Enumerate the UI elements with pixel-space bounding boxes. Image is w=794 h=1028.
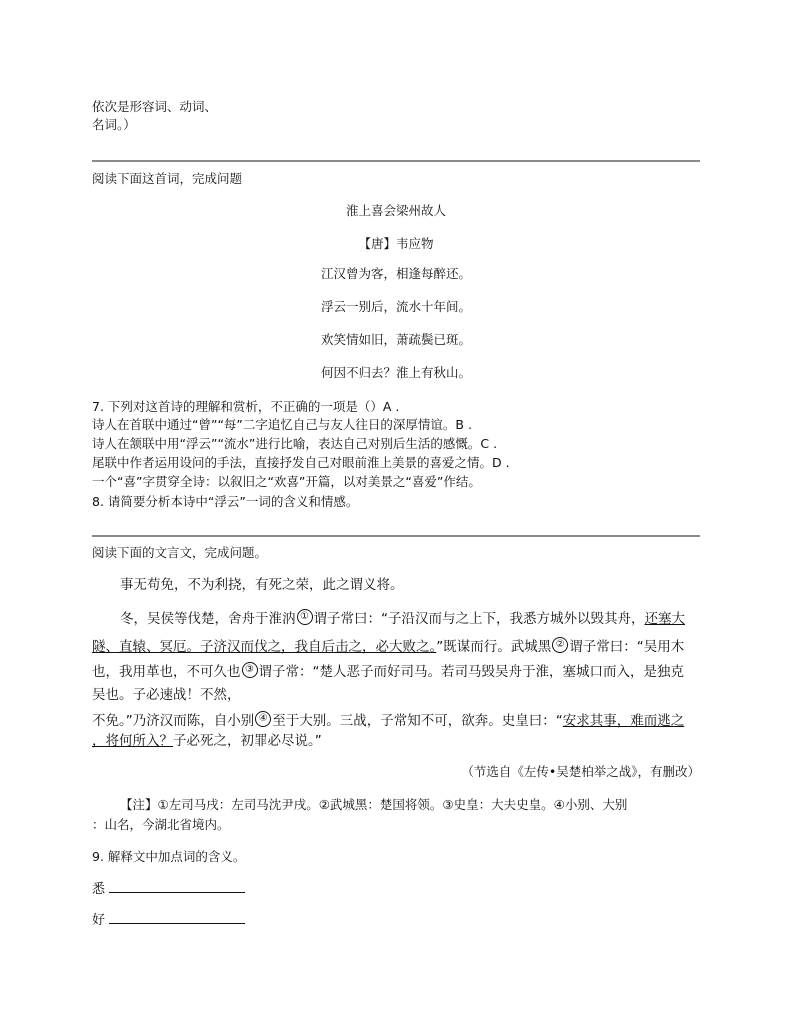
- question-7-option: 诗人在颔联中用“浮云”“流水”进行比喻，表达自己对别后生活的感慨。C .: [92, 436, 498, 451]
- prose-source: （节选自《左传•吴楚柏举之战》，有删改）: [461, 764, 700, 779]
- prose-text: 子必死之，初罪必尽说。”: [173, 733, 322, 749]
- prose-underlined: 隧、直辕、冥厄。: [92, 639, 200, 655]
- poem-line: 欢笑情如旧，萧疏鬓已斑。: [320, 332, 471, 347]
- poem-author: 【唐】韦应物: [358, 236, 434, 251]
- prose-text: 谓子常：“楚人恶子而好司马。若司马毁吴舟于淮，塞城口而入，是独克: [258, 664, 684, 680]
- answer-row: [92, 878, 245, 897]
- prose-note: 【注】①左司马戌：左司马沈尹戌。②武城黑：楚国将领。③史皇：大夫史皇。④小别、大别: [120, 797, 628, 812]
- answer-row: [92, 909, 245, 928]
- prose-text: ”既谋而行。武城黑: [436, 639, 552, 655]
- poem-line: 江汉曾为客，相逢每醉还。: [320, 266, 471, 281]
- poem-line: 何因不归去？淮上有秋山。: [320, 365, 471, 380]
- poem-title: 淮上喜会梁州故人: [345, 203, 446, 218]
- prose-text: 也，我用革也，不可久也: [92, 664, 241, 680]
- prose-line: [120, 607, 685, 627]
- answer-blank[interactable]: [109, 911, 245, 924]
- prose-text: 冬，吴侯等伐楚，舍舟于淮汭: [120, 611, 296, 627]
- top-line-2: 名词。）: [92, 117, 136, 132]
- prose-text: 谓子常曰：“吴用木: [569, 639, 685, 655]
- note-marker: ②: [552, 637, 568, 653]
- prose-intro: 阅读下面的文言文，完成问题。: [92, 545, 268, 560]
- note-marker: ④: [255, 711, 271, 727]
- question-7-option: 诗人在首联中通过“曾”“每”二字追忆自己与友人往日的深厚情谊。B .: [92, 417, 472, 432]
- prose-underlined: 安求其事，难而逃之: [562, 713, 685, 729]
- prose-line: 吴也。子必速战！不然，: [92, 687, 241, 703]
- prose-epigraph: 事无苟免，不为利挠，有死之荣，此之谓义将。: [120, 577, 404, 593]
- prose-line: [92, 635, 684, 655]
- prose-note: ：山名，今湖北省境内。: [92, 817, 230, 832]
- question-8: 8. 请简要分析本诗中“浮云”一词的含义和情感。: [92, 494, 359, 509]
- prose-underlined: ，将何所入？: [92, 733, 173, 749]
- note-marker: ①: [297, 609, 313, 625]
- answer-label: 悉: [92, 882, 106, 897]
- section-divider: [92, 535, 700, 537]
- section-divider: [92, 160, 700, 162]
- prose-text: 不免。”乃济汉而陈，自小别: [92, 713, 255, 729]
- poem-line: 浮云一别后，流水十年间。: [320, 299, 471, 314]
- prose-line: [92, 729, 322, 749]
- note-marker: ③: [242, 662, 258, 678]
- prose-underlined: 还塞大: [644, 611, 685, 627]
- top-line-1: 依次是形容词、动词、: [92, 99, 218, 114]
- question-7-option: 尾联中作者运用设问的手法，直接抒发自己对眼前淮上美景的喜爱之情。D .: [92, 455, 510, 470]
- prose-text: 至于大别。三战，子常知不可，欲奔。史皇曰：“: [272, 713, 563, 729]
- prose-line: [92, 660, 684, 680]
- prose-line: [92, 709, 684, 729]
- prose-text: 谓子常曰：“子沿汉而与之上下，我悉方城外以毁其舟，: [313, 611, 645, 627]
- answer-blank[interactable]: [109, 880, 245, 893]
- poem-intro: 阅读下面这首词，完成问题: [92, 171, 243, 186]
- answer-label: 好: [92, 913, 106, 928]
- prose-underlined: 子济汉而伐之，我自后击之，必大败之。: [200, 639, 437, 655]
- question-7-stem: 7. 下列对这首诗的理解和赏析，不正确的一项是（）A .: [92, 399, 400, 414]
- question-9: 9. 解释文中加点词的含义。: [92, 849, 246, 864]
- question-7-option: 一个“喜”字贯穿全诗：以叙旧之“欢喜”开篇，以对美景之“喜爱”作结。: [92, 474, 481, 489]
